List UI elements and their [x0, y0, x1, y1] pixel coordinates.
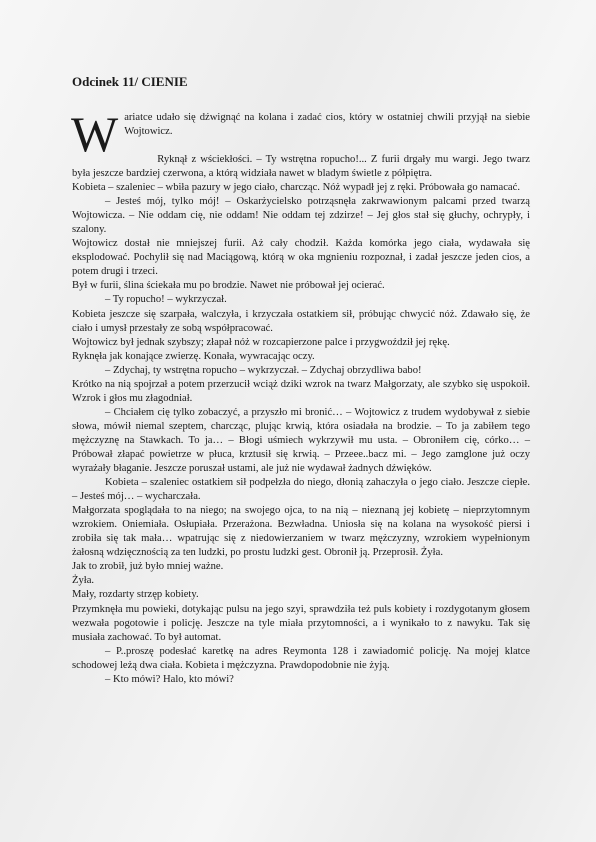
- paragraph-list: [72, 153, 530, 687]
- drop-cap: W: [71, 106, 119, 162]
- paragraph: – Ty ropucho! – wykrzyczał.: [105, 294, 227, 306]
- paragraph: ariatce udało się dźwignąć na kolana i zadać cios, który w ostatniej chwili przyjął na siebie Wojtowicz.: [124, 112, 530, 138]
- paragraph: Kobieta – szaleniec – wbiła pazury w jego ciało, charcząc. Nóż wypadł jej z ręki. Próbowała go namacać.: [72, 182, 520, 194]
- paragraph: – P..proszę podesłać karetkę na adres Reymonta 128 i zawiadomić policję. Na mojej klatce schodowej leżą dwa ciała. Kobieta i mężczyzna. Prawdopodobnie nie żyją.: [72, 645, 530, 671]
- opening-paragraph: [71, 106, 530, 162]
- paragraph: Jak to zrobił, już było mniej ważne.: [72, 561, 224, 573]
- paragraph: – Kto mówi? Halo, kto mówi?: [105, 673, 234, 685]
- paragraph: Krótko na nią spojrzał a potem przerzucił wciąż dziki wzrok na twarz Małgorzaty, ale szybko się uspokoił. Wzrok i głos mu złagodniał.: [72, 378, 530, 404]
- paragraph: Małgorzata spoglądała to na niego; na swojego ojca, to na nią – nieznaną jej kobietę – nieprzytomnym wzrokiem. Oniemiała. Osłupiała. Przerażona. Bezwładna. Uniosła się na kolana na wysokość piersi i zrobiła się tak mała… wpatrując się z niedowierzaniem w twarz mężczyzny, wzrokiem wypełnionym żałosną wdzięcznością za ten ludzki, po prostu ludzki gest. Obronił ją. Przeprosił. Żyła.: [72, 505, 530, 559]
- paragraph: Kobieta – szaleniec ostatkiem sił podpełzła do niego, dłonią zahaczyła o jego ciało. Jeszcze ciepłe. – Jesteś mój… – wycharczała.: [72, 477, 530, 503]
- paragraph: Był w furii, ślina ściekała mu po brodzie. Nawet nie próbował jej ocierać.: [72, 280, 385, 292]
- paragraph: Ryknęła jak konające zwierzę. Konała, wywracając oczy.: [72, 350, 315, 362]
- paragraph: Ryknął z wściekłości. – Ty wstrętna ropucho!... Z furii drgały mu wargi. Jego twarz była jeszcze bardziej czerwona, a którą widziała nawet w bladym świetle z półpiętra.: [72, 154, 530, 180]
- paragraph: – Jesteś mój, tylko mój! – Oskarżycielsko potrząsnęła zakrwawionym palcami przed twarzą Wojtowicza. – Nie oddam cię, nie oddam! Nie oddam tej zdzirze! – Jej głos stał się głuchy, ochrypły, i szalony.: [72, 196, 530, 236]
- paragraph: – Zdychaj, ty wstrętna ropucho – wykrzyczał. – Zdychaj obrzydliwa babo!: [105, 364, 422, 376]
- paragraph: – Chciałem cię tylko zobaczyć, a przyszło mi bronić… – Wojtowicz z trudem wydobywał z siebie słowa, mówił niemal szeptem, charcząc, plując krwią, która osiadała na brodzie. – To ja zabiłem tego mężczyznę na Stawkach. To ja… – Błogi uśmiech wykrzywił mu usta. – Obroniłem cię, córko… – Próbował złapać powietrze w płuca, krztusił się krwią. – Przeee..bacz mi. – Jego zamglone już oczy wyrażały błaganie. Jeszcze poruszał ustami, ale już nie wydawał żadnych dźwięków.: [72, 406, 530, 475]
- paragraph: Kobieta jeszcze się szarpała, walczyła, i krzyczała ostatkiem sił, próbując chwycić nóż. Zdawało się, że ciało i umysł przestały ze sobą współpracować.: [72, 308, 530, 334]
- chapter-title: Odcinek 11/ CIENIE: [72, 74, 188, 89]
- paragraph: Wojtowicz był jednak szybszy; złapał nóż w rozcapierzone palce i przygwoździł jej rękę.: [72, 336, 450, 348]
- paragraph: Przymknęła mu powieki, dotykając pulsu na jego szyi, sprawdziła też puls kobiety i rozdygotanym głosem wezwała pogotowie i policję. Jeszcze na tyle miała przytomności, a i wynikało to z nawyku. Tak się musiała zachować. To był automat.: [72, 603, 530, 643]
- paragraph: Żyła.: [72, 575, 95, 587]
- document-body: [72, 74, 530, 687]
- paragraph: Wojtowicz dostał nie mniejszej furii. Aż cały chodził. Każda komórka jego ciała, wydawała się eksplodować. Pochylił się nad Maciągową, którą w oka mgnieniu rozpoznał, i zadał jeszcze jeden cios, a potem drugi i trzeci.: [72, 238, 530, 278]
- paragraph: Mały, rozdarty strzęp kobiety.: [72, 589, 199, 601]
